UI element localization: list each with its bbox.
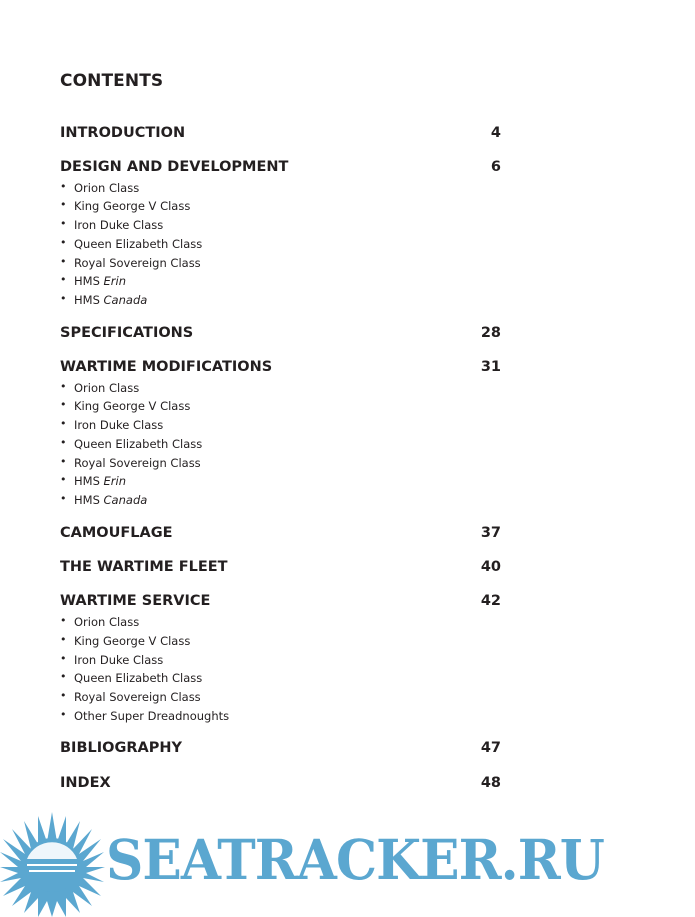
toc-entry-page: 31	[480, 359, 501, 375]
toc-entry-page: 4	[490, 125, 501, 141]
bullet-icon: •	[60, 492, 67, 505]
bullet-icon: •	[60, 398, 67, 411]
bullet-icon: •	[60, 380, 67, 393]
toc-entry-the-wartime-fleet[interactable]	[60, 559, 501, 579]
toc-entry-title: THE WARTIME FLEET	[60, 559, 228, 575]
toc-entry-camouflage[interactable]	[60, 525, 501, 545]
bullet-icon: •	[60, 436, 67, 449]
toc-entry-bibliography[interactable]	[60, 740, 501, 760]
toc-entry-page: 40	[480, 559, 501, 575]
bullet-icon: •	[60, 255, 67, 268]
toc-entry-title: CAMOUFLAGE	[60, 525, 173, 541]
bullet-icon: •	[60, 689, 67, 702]
toc-entry-title: INDEX	[60, 775, 111, 791]
toc-entry-index[interactable]	[60, 775, 501, 795]
bullet-icon: •	[60, 273, 67, 286]
bullet-icon: •	[60, 417, 67, 430]
bullet-icon: •	[60, 198, 67, 211]
watermark-text: SEATRACKER.RU	[106, 827, 604, 892]
toc-entry-title: BIBLIOGRAPHY	[60, 740, 183, 756]
toc-entry-page: 28	[480, 325, 501, 341]
toc-entry-title: WARTIME SERVICE	[60, 593, 211, 609]
toc-entry-wartime-modifications[interactable]	[60, 359, 501, 379]
toc-entry-page: 47	[480, 740, 501, 756]
bullet-icon: •	[60, 473, 67, 486]
toc-entry-page: 42	[480, 593, 501, 609]
bullet-icon: •	[60, 455, 67, 468]
toc-entry-title: WARTIME MODIFICATIONS	[60, 359, 273, 375]
bullet-icon: •	[60, 614, 67, 627]
toc-entry-page: 48	[480, 775, 501, 791]
toc-entry-specifications[interactable]	[60, 325, 501, 345]
table-of-contents: INTRODUCTION 4 DESIGN AND DEVELOPMENT 6 • Orion Class • King George V Class • Iron Duke Class • Queen Elizabeth Class • Royal Sovereign Class • HMS Erin • HMS Canada SPECIFICATIONS 28 WARTIME MODIFICATIONS 31 • Orion Class • King George V Class • Iron Duke Class • Queen Elizabeth Class • Royal Sovereign Class • HMS Erin • HMS Canada CAMOUFLAGE 37 THE WARTIME FLEET 40 WARTIME SERVICE 42 • Orion Class • King George V Class • Iron Duke Class • Queen Elizabeth Class • Royal Sovereign Class • Other Super Dreadnoughts BIBLIOGRAPHY 47 INDEX 48	[60, 0, 501, 800]
bullet-icon: •	[60, 236, 67, 249]
bullet-icon: •	[60, 633, 67, 646]
bullet-icon: •	[60, 708, 67, 721]
bullet-icon: •	[60, 652, 67, 665]
toc-entry-wartime-service[interactable]	[60, 593, 501, 613]
page-title: CONTENTS	[60, 71, 164, 91]
toc-entry-introduction[interactable]	[60, 125, 501, 145]
toc-entry-design-and-development[interactable]	[60, 159, 501, 179]
bullet-icon: •	[60, 217, 67, 230]
toc-entry-title: DESIGN AND DEVELOPMENT	[60, 159, 289, 175]
toc-entry-page: 37	[480, 525, 501, 541]
bullet-icon: •	[60, 292, 67, 305]
toc-entry-page: 6	[490, 159, 501, 175]
bullet-icon: •	[60, 180, 67, 193]
toc-entry-title: INTRODUCTION	[60, 125, 186, 141]
bullet-icon: •	[60, 670, 67, 683]
toc-entry-title: SPECIFICATIONS	[60, 325, 194, 341]
